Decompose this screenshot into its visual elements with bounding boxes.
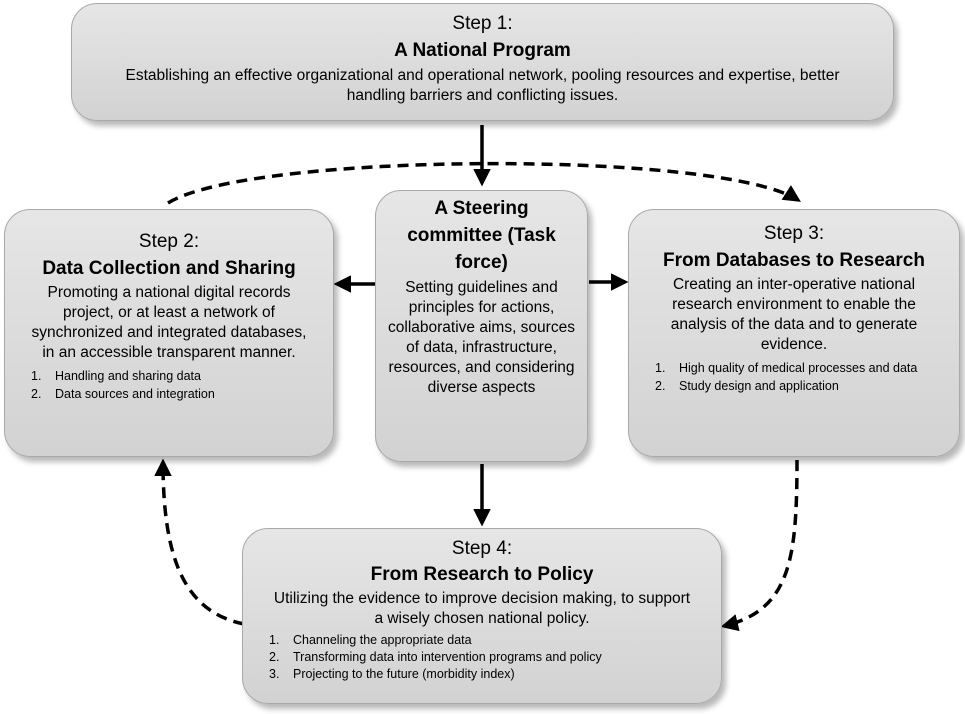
step3-description: Creating an inter-operative national research environment to enable the analysis of the data and to generate evidence. xyxy=(670,276,918,353)
list-item: 1. Channeling the appropriate data xyxy=(269,633,472,647)
step4-list xyxy=(255,632,709,683)
step4-description: Utilizing the evidence to improve decision making, to support a wisely chosen national policy. xyxy=(273,590,691,627)
list-item: 2. Transforming data into intervention programs and policy xyxy=(269,650,602,664)
step2-label: Step 2: xyxy=(138,231,200,252)
step3-box xyxy=(628,209,960,457)
step4-label: Step 4: xyxy=(451,538,513,559)
step1-label: Step 1: xyxy=(452,13,513,34)
steering-committee-box xyxy=(375,190,588,462)
step3-list xyxy=(641,359,947,395)
steering-description: Setting guidelines and principles for actions, collaborative aims, sources of data, infrastructure, resources, and considering diverse aspects xyxy=(388,279,575,396)
list-item: 3. Projecting to the future (morbidity index) xyxy=(269,667,515,681)
list-item: 2. Data sources and integration xyxy=(31,387,215,401)
list-item: 2. Study design and application xyxy=(655,379,839,393)
step3-label: Step 3: xyxy=(763,223,825,244)
step2-box xyxy=(4,209,334,457)
step1-description: Establishing an effective organizational and operational network, pooling resources and expertise, better handling barriers and conflicting issues. xyxy=(125,67,840,104)
step1-box xyxy=(71,3,894,121)
steering-title: A Steering committee (Task force) xyxy=(407,198,556,273)
step3-title: From Databases to Research xyxy=(663,250,925,271)
list-item: 1. High quality of medical processes and data xyxy=(655,361,918,375)
step2-description: Promoting a national digital records project, or at least a network of synchronized and integrated databases, in an accessible transparent manner. xyxy=(31,284,307,361)
step2-title: Data Collection and Sharing xyxy=(42,258,296,279)
step1-title: A National Program xyxy=(394,40,571,61)
step4-box xyxy=(242,528,722,704)
list-item: 1. Handling and sharing data xyxy=(31,369,201,383)
dashed-arrow-step4-to-step2 xyxy=(163,462,244,624)
dashed-arrow-step3-to-step4 xyxy=(724,460,797,626)
step4-title: From Research to Policy xyxy=(370,564,594,585)
step2-list xyxy=(17,367,321,403)
